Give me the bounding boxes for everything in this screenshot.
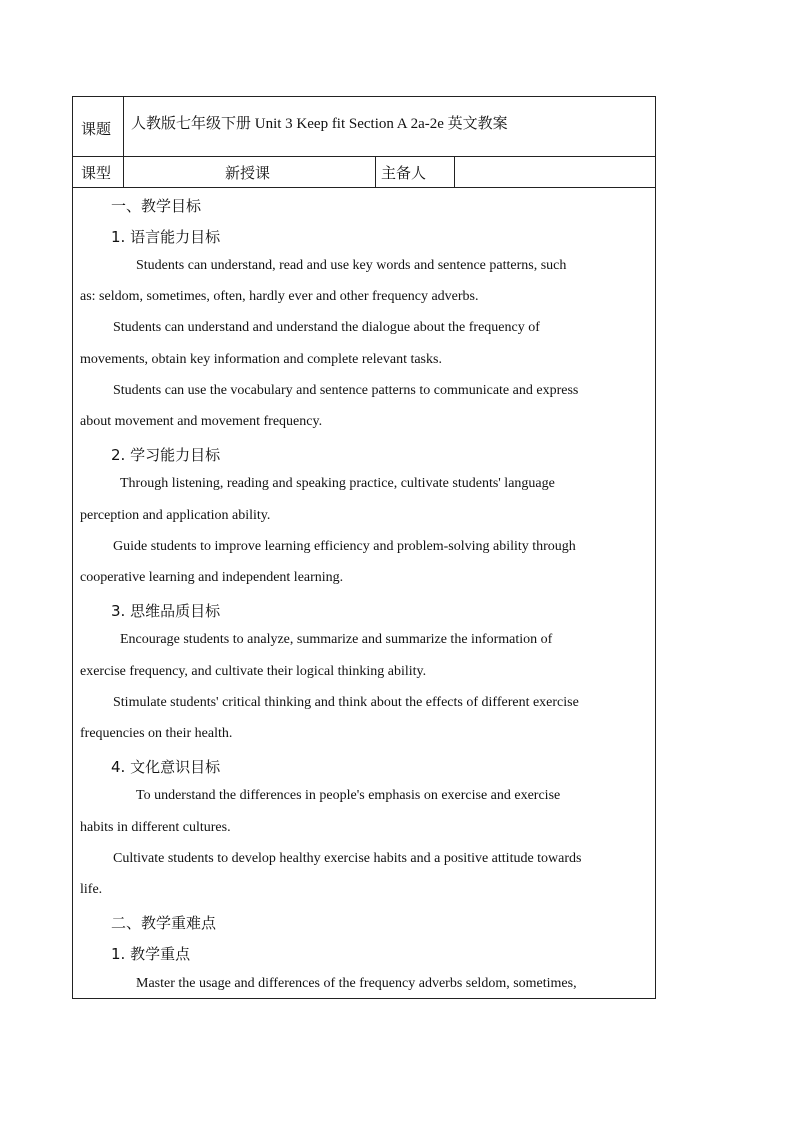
paragraph-line: life.	[80, 882, 103, 897]
subheading: 4. 文化意识目标	[111, 758, 221, 776]
paragraph-line: Students can understand, read and use key words and sentence patterns, such	[136, 258, 567, 273]
lesson-title: 人教版七年级下册 Unit 3 Keep fit Section A 2a-2e 英文教案	[131, 116, 508, 132]
type-value: 新授课	[225, 164, 271, 182]
paragraph-line: Encourage students to analyze, summarize and summarize the information of	[120, 632, 553, 647]
paragraph-line: Students can use the vocabulary and sentence patterns to communicate and express	[113, 383, 579, 398]
subheading: 2. 学习能力目标	[111, 446, 221, 464]
type-label: 课型	[81, 164, 112, 182]
type-row	[73, 156, 655, 188]
paragraph-line: about movement and movement frequency.	[80, 414, 323, 429]
lesson-plan-table	[72, 96, 656, 999]
paragraph-line: Guide students to improve learning efficiency and problem-solving ability through	[113, 539, 576, 554]
paragraph-line: Cultivate students to develop healthy exercise habits and a positive attitude towards	[113, 851, 582, 866]
divider	[454, 156, 455, 187]
title-row	[73, 97, 655, 157]
paragraph-line: To understand the differences in people's emphasis on exercise and exercise	[136, 788, 561, 803]
paragraph-line: Through listening, reading and speaking practice, cultivate students' language	[120, 476, 555, 491]
title-label: 课题	[81, 120, 112, 138]
paragraph-line: habits in different cultures.	[80, 820, 231, 835]
divider	[375, 156, 376, 187]
subheading: 1. 语言能力目标	[111, 228, 221, 246]
paragraph-line: Master the usage and differences of the frequency adverbs seldom, sometimes,	[136, 976, 577, 991]
paragraph-line: exercise frequency, and cultivate their logical thinking ability.	[80, 664, 427, 679]
paragraph-line: Students can understand and understand the dialogue about the frequency of	[113, 320, 540, 335]
divider	[123, 156, 124, 187]
subheading: 1. 教学重点	[111, 945, 191, 963]
section-heading: 一、教学目标	[111, 197, 202, 215]
section-heading: 二、教学重难点	[111, 914, 217, 932]
paragraph-line: movements, obtain key information and complete relevant tasks.	[80, 352, 442, 367]
divider	[123, 97, 124, 156]
paragraph-line: as: seldom, sometimes, often, hardly ever and other frequency adverbs.	[80, 289, 479, 304]
subheading: 3. 思维品质目标	[111, 602, 221, 620]
paragraph-line: Stimulate students' critical thinking and think about the effects of different exercise	[113, 695, 579, 710]
paragraph-line: cooperative learning and independent learning.	[80, 570, 344, 585]
paragraph-line: perception and application ability.	[80, 508, 271, 523]
paragraph-line: frequencies on their health.	[80, 726, 233, 741]
lead-label: 主备人	[381, 164, 427, 182]
